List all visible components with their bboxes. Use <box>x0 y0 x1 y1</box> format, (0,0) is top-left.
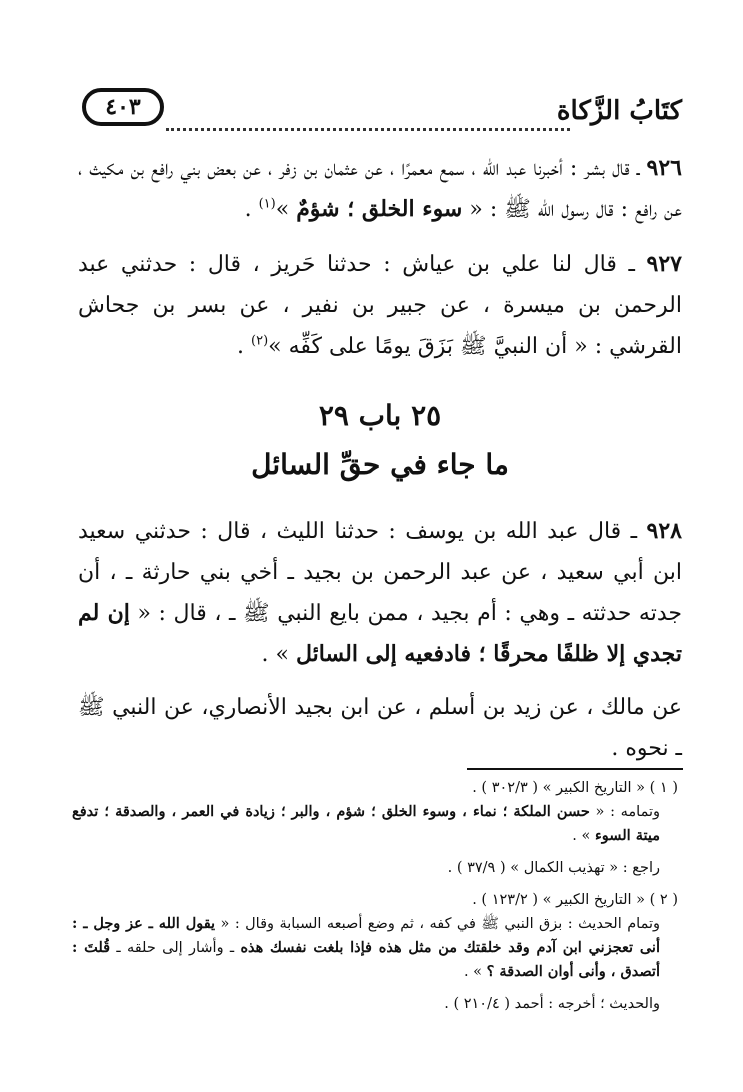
page-header <box>82 78 682 136</box>
footnote-quote: يقول الله ـ عز وجل ـ : أنى تعجزني ابن آدم وقد خلقتك من مثل هذه فإذا بلغت نفسك هذه <box>72 915 660 956</box>
chapter-title: ما جاء في حقِّ السائل <box>251 448 509 481</box>
running-title: كتَابُ الزَّكاة <box>556 96 682 126</box>
page-number: ٤٠٣ <box>82 88 164 126</box>
footnote-text: » . <box>463 964 487 980</box>
hadith-number: ٩٢٨ <box>646 518 682 544</box>
hadith-text: » . <box>261 642 296 667</box>
footnote-1-source: ( ١ ) « التاريخ الكبير » ( ٣٠٢/٣ ) . <box>472 780 678 796</box>
chapter-number: ٢٥ باب ٢٩ <box>318 399 442 432</box>
footnote-text: وتمام الحديث : بزق النبي ﷺ في كفه ، ثم وضع أصبعه السبابة وقال : « <box>215 916 661 932</box>
hadith-number: ٩٢٧ <box>646 251 682 277</box>
hadith-matn: سوء الخلق ؛ شؤمٌ <box>296 196 463 222</box>
hadith-text: ـ قال لنا علي بن عياش : حدثنا حَريز ، قال : حدثني عبد الرحمن بن ميسرة ، عن جبير بن نفير ، عن بسر بن جحاش القرشي : « أن النبيَّ ﷺ بَزَقَ يومًا على كَفِّه » <box>78 252 682 359</box>
header-rule <box>166 128 570 131</box>
footnote-2-text <box>72 912 678 984</box>
footnote-1-see: راجع : « تهذيب الكمال » ( ٣٧/٩ ) . <box>447 860 660 876</box>
footnote-1-text <box>72 800 678 848</box>
footnote-quote: حسن الملكة ؛ نماء ، وسوء الخلق ؛ شؤم ، والبر ؛ زيادة في العمر ، والصدقة ؛ تدفع ميتة السوء <box>72 803 660 844</box>
hadith-text: ـ قال بشر : أخبرنا عبد الله ، سمع معمرًا ، عن عثمان بن زفر ، عن بعض بني رافع بن مكيث ، عن رافع : قال رسول الله ﷺ : « <box>78 156 682 222</box>
hadith-text: . <box>237 334 252 359</box>
main-text <box>78 148 682 781</box>
hadith-matn: إن لم تجدي إلا ظلفًا محرقًا ؛ فادفعيه إلى السائل <box>78 600 682 667</box>
footnote-ref[interactable]: (١) <box>258 196 276 212</box>
footnote-separator <box>467 768 683 770</box>
footnotes <box>72 776 678 1016</box>
hadith-text: عن مالك ، عن زيد بن أسلم ، عن ابن بجيد الأنصاري، عن النبي ﷺ ـ نحوه . <box>78 695 682 761</box>
hadith-number: ٩٢٦ <box>646 155 682 181</box>
chapter-heading <box>78 391 682 489</box>
hadith-927 <box>78 244 682 367</box>
footnote-text: » . <box>572 828 595 844</box>
hadith-text: ـ قال عبد الله بن يوسف : حدثنا الليث ، قال : حدثني سعيد ابن أبي سعيد ، عن عبد الرحمن بن بجيد ـ أخي بني حارثة ـ ، أن جدته حدثته ـ وهي : أم بجيد ، ممن بايع النبي ﷺ ـ ، قال : « <box>78 519 682 626</box>
footnote-text: ـ وأشار إلى حلقه ـ <box>110 940 241 956</box>
hadith-text: » <box>275 197 297 222</box>
footnote-2-source: ( ٢ ) « التاريخ الكبير » ( ١٢٣/٢ ) . <box>472 892 678 908</box>
footnote-2-takhrij: والحديث ؛ أخرجه : أحمد ( ٢١٠/٤ ) . <box>444 996 660 1012</box>
hadith-text: . <box>244 197 259 222</box>
footnote-ref[interactable]: (٢) <box>251 333 269 349</box>
hadith-926 <box>78 148 682 230</box>
hadith-928 <box>78 511 682 675</box>
footnote-quote: قُلتَ : أتصدق ، وأنى أوان الصدقة ؟ <box>72 939 660 980</box>
hadith-928-alt-chain <box>78 687 682 769</box>
footnote-text: وتمامه : « <box>589 804 660 820</box>
